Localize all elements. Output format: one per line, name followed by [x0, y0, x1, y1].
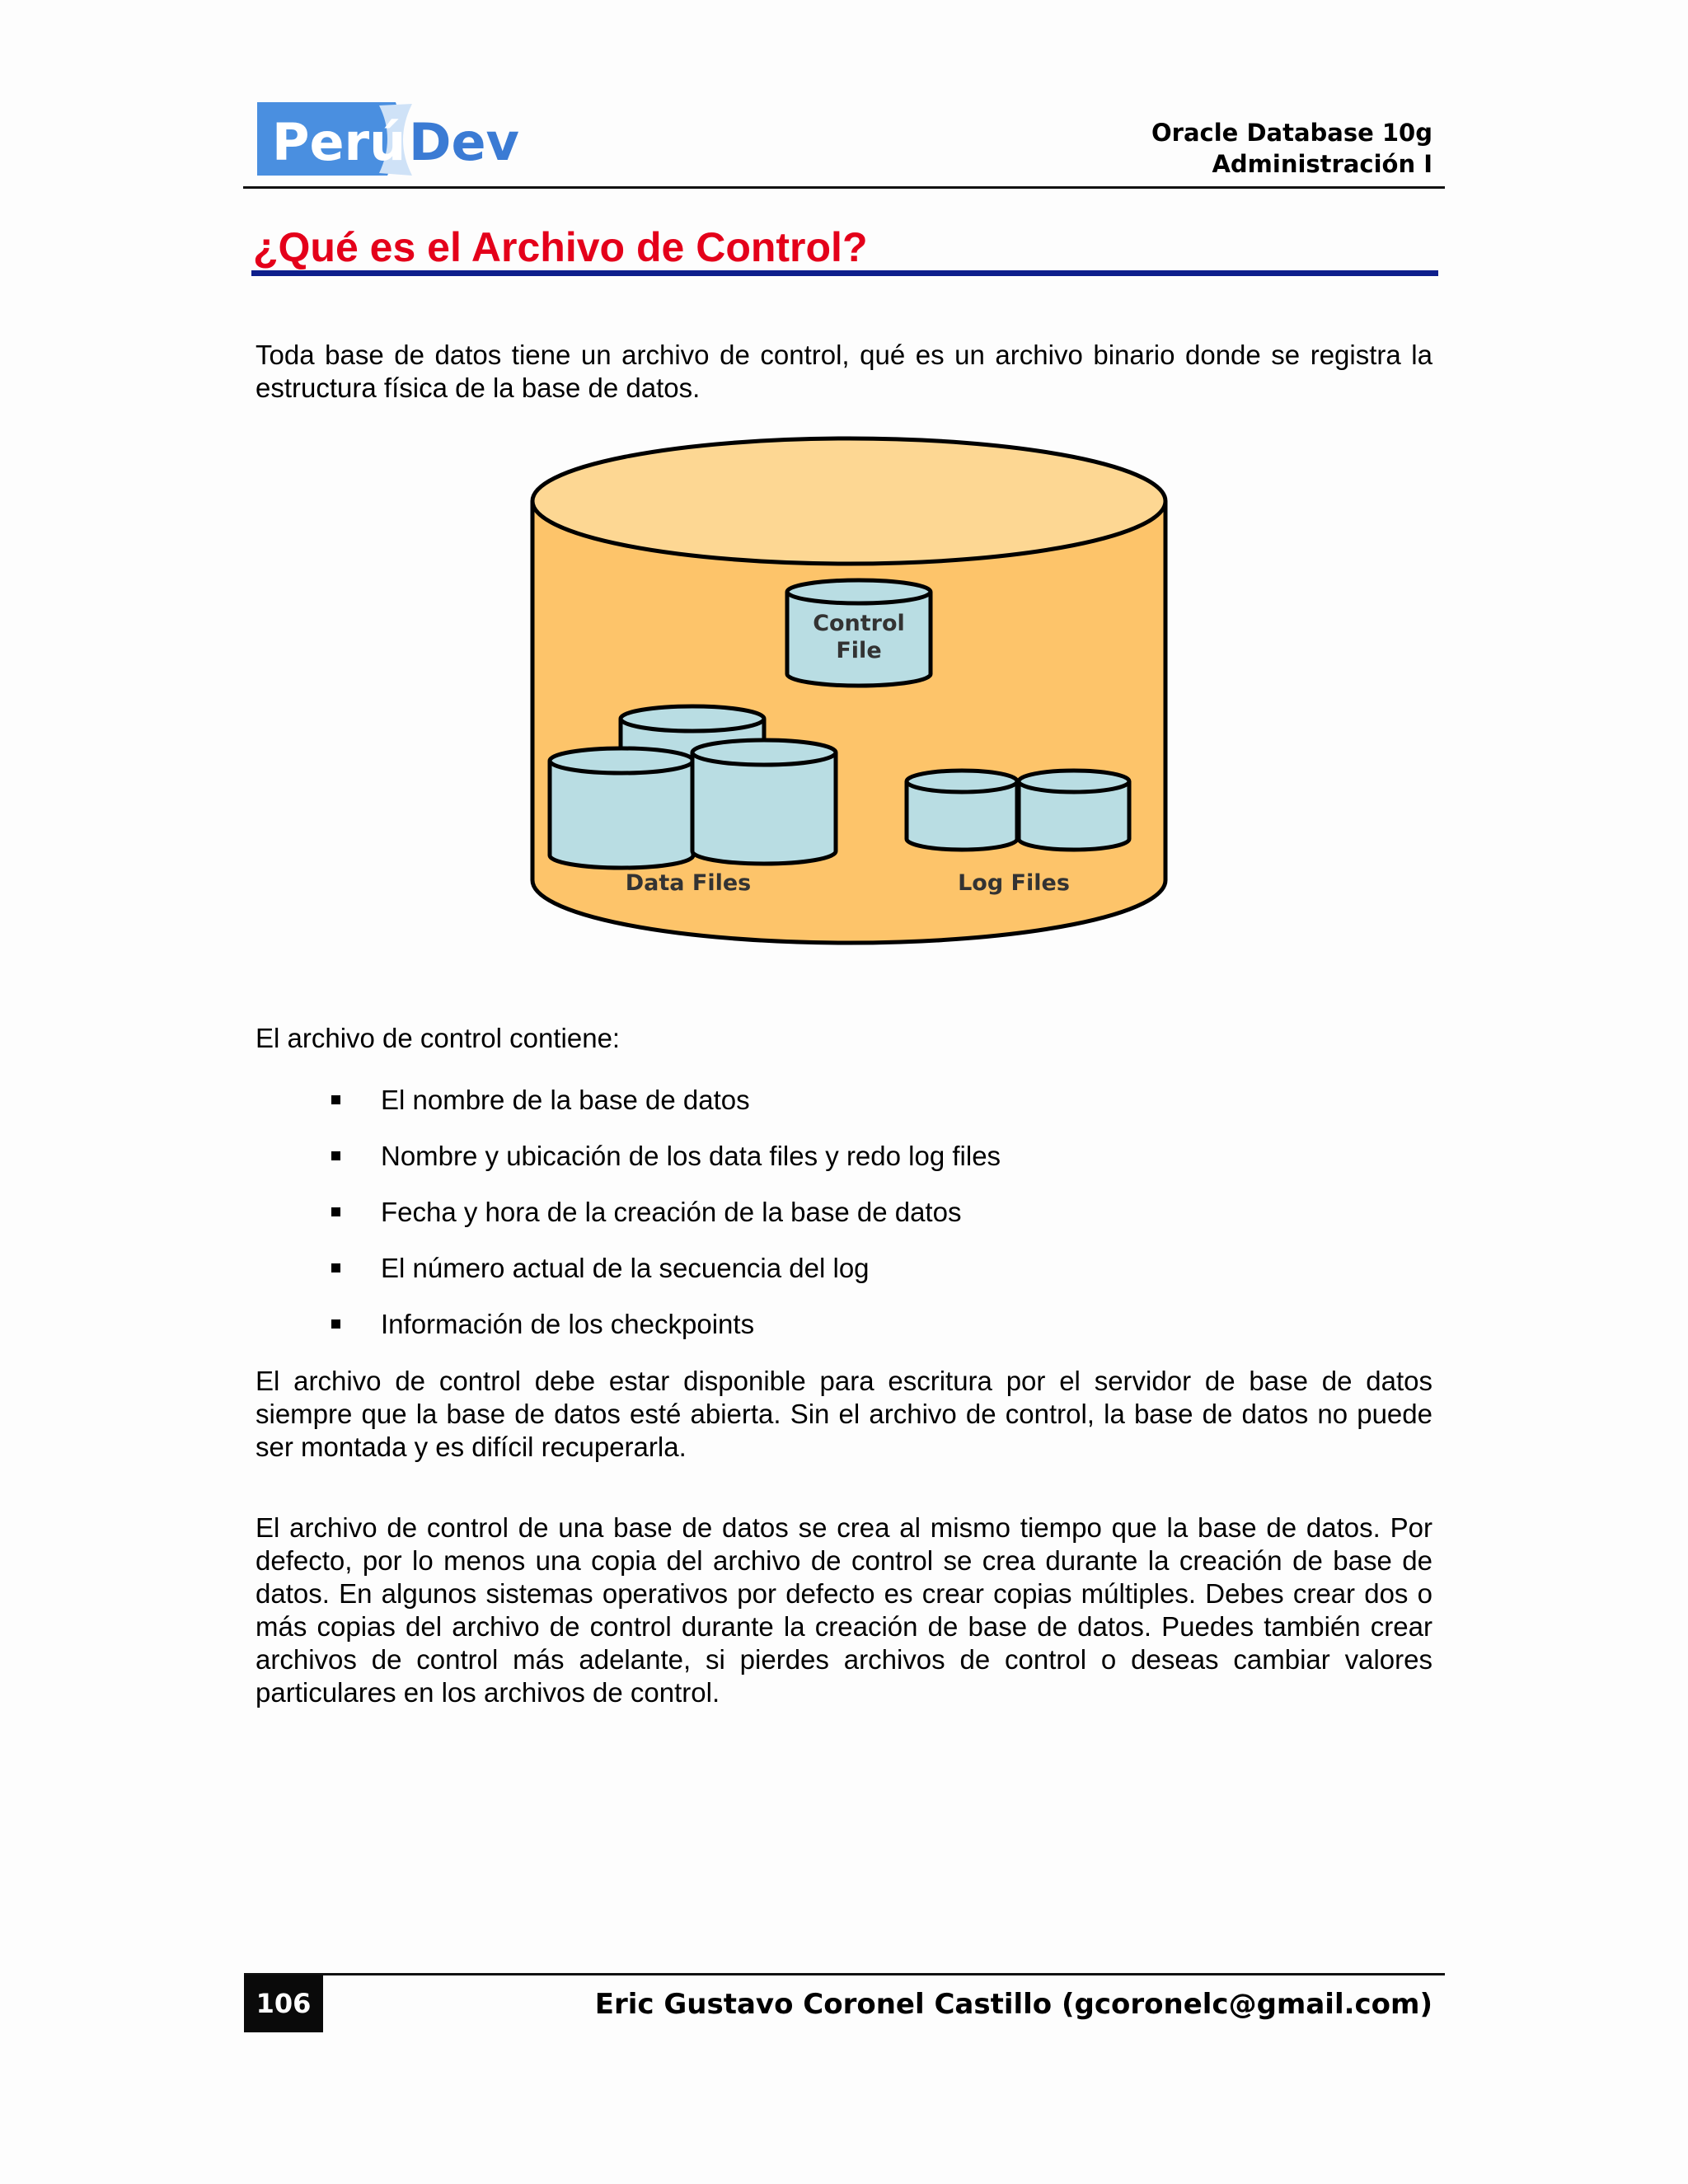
log-files-label: Log Files [958, 870, 1070, 896]
contents-list [330, 1084, 1001, 1364]
bullet-square-icon [331, 1095, 340, 1104]
page-title: ¿Qué es el Archivo de Control? [253, 224, 868, 270]
list-item-text: Fecha y hora de la creación de la base de datos [381, 1197, 962, 1227]
page-number: 106 [244, 1975, 323, 2032]
list-item [330, 1252, 1001, 1308]
contains-label: El archivo de control contiene: [256, 1023, 621, 1053]
list-item-text: El nombre de la base de datos [381, 1085, 750, 1115]
control-file-label-1: Control [813, 611, 905, 636]
list-item-text: Información de los checkpoints [381, 1309, 755, 1339]
perudev-logo [256, 97, 528, 180]
data-file-cylinder-left [550, 748, 693, 868]
header-module-line: Administración I [1212, 150, 1432, 178]
log-file-cylinder-1 [907, 771, 1017, 850]
availability-paragraph: El archivo de control debe estar disponible para escritura por el servidor de base de datos siempre que la base de datos esté abierta. Sin el archivo de control, la base de datos no puede ser montada y es difícil recuperarla. [256, 1366, 1432, 1462]
list-item [330, 1308, 1001, 1364]
intro-paragraph: Toda base de datos tiene un archivo de control, qué es un archivo binario donde se registra la estructura física de la base de datos. [256, 340, 1432, 403]
list-item [330, 1196, 1001, 1252]
bullet-square-icon [331, 1151, 340, 1160]
header-divider [243, 186, 1445, 189]
database-cylinder-top [532, 438, 1165, 564]
database-diagram [528, 435, 1170, 946]
title-underline [251, 270, 1438, 276]
log-file-cylinder-2 [1019, 771, 1129, 850]
list-item-text: El número actual de la secuencia del log [381, 1253, 870, 1283]
list-item [330, 1140, 1001, 1196]
data-file-cylinder-right [692, 740, 836, 864]
bullet-square-icon [331, 1319, 340, 1329]
header-info [1151, 117, 1432, 180]
data-files-label: Data Files [625, 870, 752, 896]
footer-author: Eric Gustavo Coronel Castillo (gcoronelc@gmail.com) [594, 1988, 1432, 2021]
list-item-text: Nombre y ubicación de los data files y redo log files [381, 1141, 1001, 1171]
footer-divider [244, 1973, 1445, 1975]
control-file-cylinder [787, 580, 931, 686]
header-course-line: Oracle Database 10g [1151, 119, 1432, 147]
control-file-label-2: File [836, 638, 882, 663]
bullet-square-icon [331, 1263, 340, 1272]
logo-text-peru: Perú [272, 112, 406, 172]
creation-paragraph: El archivo de control de una base de datos se crea al mismo tiempo que la base de datos. Por defecto, por lo menos una copia del archivo de control se crea durante la creación de base de datos. En algunos sistemas operativos por defecto es crear copias múltiples. Debes crear dos o más copias del archivo de control durante la creación de base de datos. Puedes también crear archivos de control más adelante, si pierdes archivos de control o deseas cambiar valores particulares en los archivos de control. [256, 1512, 1432, 1708]
list-item [330, 1084, 1001, 1140]
logo-text-dev: Dev [409, 112, 519, 172]
bullet-square-icon [331, 1207, 340, 1216]
